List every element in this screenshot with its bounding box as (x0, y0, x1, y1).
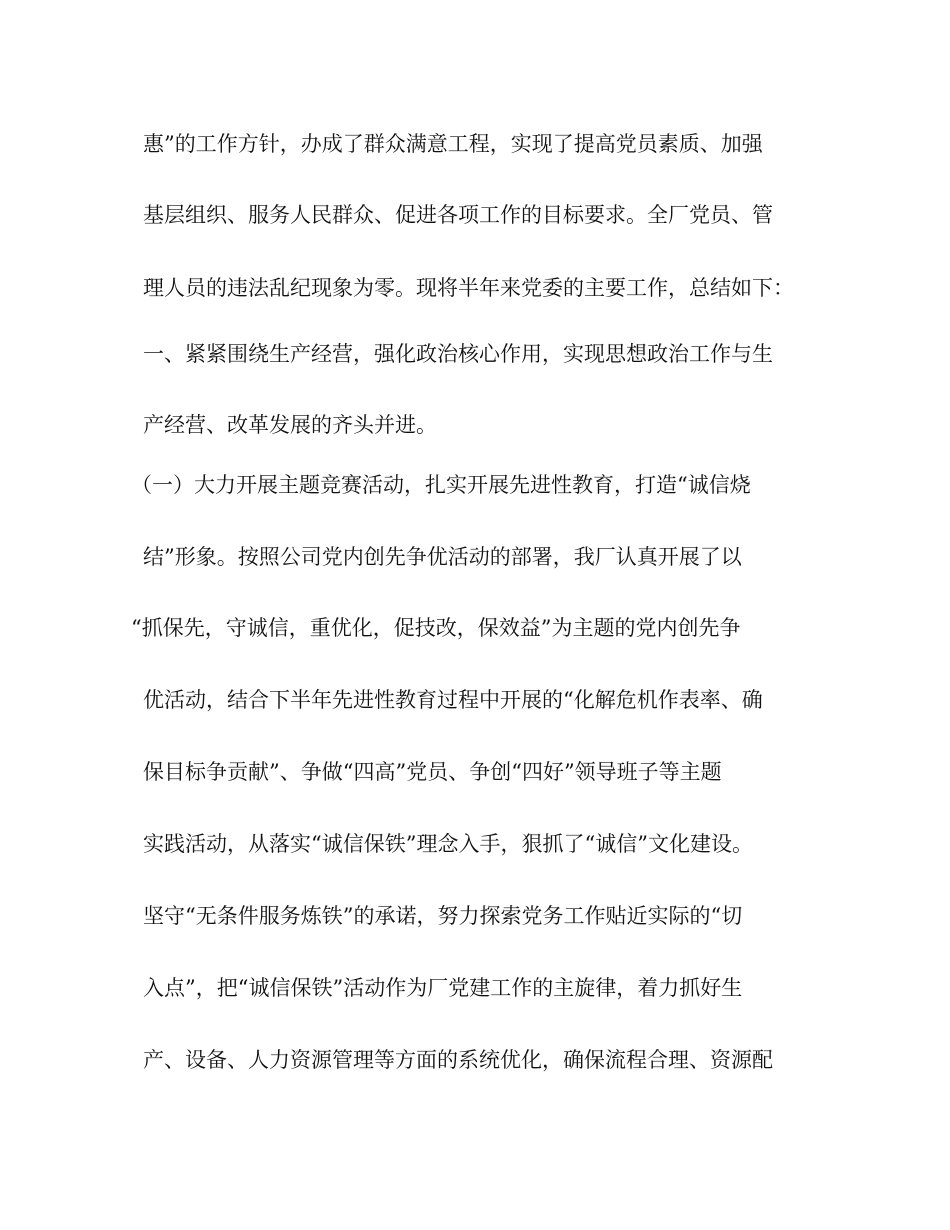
paragraph-line: 理人员的违法乱纪现象为零。现将半年来党委的主要工作，总结如下： (143, 276, 794, 300)
paragraph-line: 实践活动，从落实“诚信保铁”理念入手，狠抓了“诚信”文化建设。 (143, 832, 753, 856)
paragraph-line: 基层组织、服务人民群众、促进各项工作的目标要求。全厂党员、管 (143, 203, 773, 227)
paragraph-line: 保目标争贡献”、争做“四高”党员、争创“四好”领导班子等主题 (143, 760, 722, 784)
section-heading-line: 产经营、改革发展的齐头并进。 (143, 413, 437, 437)
subsection-heading-line: （一）大力开展主题竞赛活动，扎实开展先进性教育，打造“诚信烧 (131, 473, 751, 497)
section-heading-line: 一、紧紧围绕生产经营，强化政治核心作用，实现思想政治工作与生 (143, 342, 773, 366)
paragraph-line: 产、设备、人力资源管理等方面的系统优化，确保流程合理、资源配 (143, 1048, 773, 1072)
paragraph-line: 结”形象。按照公司党内创先争优活动的部署，我厂认真开展了以 (143, 545, 742, 569)
paragraph-line: 惠”的工作方针，办成了群众满意工程，实现了提高党员素质、加强 (143, 132, 763, 156)
paragraph-line: 坚守“无条件服务炼铁”的承诺，努力探索党务工作贴近实际的“切 (143, 904, 743, 928)
paragraph-line: 优活动，结合下半年先进性教育过程中开展的“化解危机作表率、确 (143, 688, 763, 712)
paragraph-line: 入点”，把“诚信保铁”活动作为厂党建工作的主旋律，着力抓好生 (143, 976, 743, 1000)
paragraph-line: “抓保先，守诚信，重优化，促技改，保效益”为主题的党内创先争 (131, 616, 741, 640)
